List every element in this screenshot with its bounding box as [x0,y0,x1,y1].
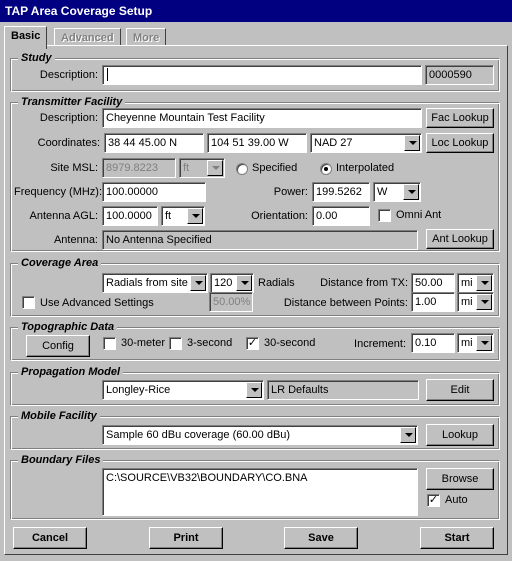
increment-label: Increment: [354,338,406,350]
30-second-label: 30-second [264,337,316,349]
antenna-field: No Antenna Specified [102,230,418,250]
save-button[interactable]: Save [284,527,358,549]
study-title: Study [18,52,55,64]
latitude-input[interactable]: 38 44 45.00 N [104,133,204,153]
30-meter-checkbox[interactable] [103,337,116,350]
distance-points-unit-value: mi [461,296,473,308]
power-label: Power: [273,186,308,198]
site-msl-unit-value: ft [183,162,190,174]
chevron-down-icon[interactable] [207,160,223,176]
radials-label: Radials [258,277,295,289]
increment-input[interactable]: 0.10 [411,333,455,353]
antenna-label: Antenna: [53,234,98,246]
radials-count-value: 120 [214,277,233,289]
coordinates-label: Coordinates: [37,137,100,149]
chevron-down-icon[interactable] [403,184,419,200]
fac-lookup-button[interactable]: Fac Lookup [426,108,494,128]
window-title: TAP Area Coverage Setup [0,0,512,22]
orientation-label: Orientation: [251,210,308,222]
specified-radio[interactable] [236,163,248,175]
auto-checkbox[interactable]: ✓ [428,494,439,506]
chevron-down-icon[interactable] [476,335,492,351]
30-meter-label: 30-meter [121,337,166,349]
distance-points-unit-select[interactable] [457,292,494,312]
transmitter-title: Transmitter Facility [18,96,125,108]
omni-ant-checkbox[interactable] [378,209,391,222]
distance-points-input[interactable]: 1.00 [411,292,455,312]
increment-unit-select[interactable] [457,333,494,353]
chevron-down-icon[interactable] [404,135,420,151]
power-input[interactable]: 199.5262 [312,182,370,202]
mobile-facility-select[interactable] [102,425,418,445]
distance-tx-input[interactable]: 50.00 [411,273,455,293]
auto-label: Auto [445,494,468,506]
propagation-model-value: Longley-Rice [106,384,171,396]
distance-tx-unit-select[interactable] [457,273,494,293]
coverage-title: Coverage Area [18,257,101,269]
omni-ant-label: Omni Ant [396,209,442,221]
topo-title: Topographic Data [18,321,117,333]
orientation-input[interactable]: 0.00 [312,206,370,226]
study-description-label: Description: [39,69,98,81]
propagation-defaults-field: LR Defaults [267,380,419,400]
antenna-agl-unit-value: ft [165,210,172,222]
cancel-button[interactable]: Cancel [13,527,87,549]
boundary-file-item[interactable]: C:\SOURCE\VB32\BOUNDARY\CO.BNA [106,472,308,484]
distance-points-label: Distance between Points: [283,297,408,309]
antenna-agl-unit-select[interactable] [161,206,205,226]
chevron-down-icon[interactable] [187,208,203,224]
30-second-checkbox[interactable]: ✓ [247,337,258,349]
mobile-lookup-button[interactable]: Lookup [426,424,494,446]
coverage-mode-select[interactable] [102,273,208,293]
datum-select[interactable] [310,133,422,153]
advanced-settings-label: Use Advanced Settings [40,297,154,309]
longitude-input[interactable]: 104 51 39.00 W [207,133,307,153]
power-unit-value: W [377,186,388,198]
specified-label: Specified [252,162,298,174]
interpolated-radio[interactable] [320,163,332,175]
propagation-title: Propagation Model [18,366,123,378]
distance-tx-label: Distance from TX: [320,277,408,289]
increment-unit-value: mi [461,337,473,349]
datum-value: NAD 27 [314,137,353,149]
antenna-agl-label: Antenna AGL: [29,210,98,222]
advanced-percent-field: 50.00% [209,292,253,312]
start-button[interactable]: Start [420,527,494,549]
study-id-field: 0000590 [425,65,494,85]
site-msl-input[interactable]: 8979.8223 [102,158,176,178]
print-button[interactable]: Print [149,527,223,549]
tab-basic[interactable]: Basic [4,26,47,49]
site-msl-label: Site MSL: [50,162,98,174]
loc-lookup-button[interactable]: Loc Lookup [426,133,494,153]
frequency-label: Frequency (MHz): [14,186,103,198]
power-unit-select[interactable] [373,182,421,202]
site-msl-unit-select[interactable] [179,158,225,178]
frequency-input[interactable]: 100.00000 [102,182,206,202]
propagation-model-select[interactable] [102,380,264,400]
study-description-input[interactable] [102,65,422,85]
browse-button[interactable]: Browse [426,468,494,490]
chevron-down-icon[interactable] [476,275,492,291]
mobile-title: Mobile Facility [18,410,100,422]
chevron-down-icon[interactable] [190,275,206,291]
chevron-down-icon[interactable] [236,275,252,291]
3-second-label: 3-second [187,337,233,349]
interpolated-label: Interpolated [336,162,395,174]
distance-tx-unit-value: mi [461,277,473,289]
tx-description-input[interactable]: Cheyenne Mountain Test Facility [102,108,422,128]
chevron-down-icon[interactable] [476,294,492,310]
ant-lookup-button[interactable]: Ant Lookup [426,229,494,249]
boundary-files-list[interactable] [102,468,418,516]
tab-more[interactable]: More [126,28,166,46]
antenna-agl-input[interactable]: 100.0000 [102,206,158,226]
tx-description-label: Description: [39,112,98,124]
config-button[interactable]: Config [26,335,90,357]
coverage-mode-value: Radials from site [106,277,188,289]
chevron-down-icon[interactable] [400,427,416,443]
advanced-settings-checkbox[interactable] [22,296,35,309]
mobile-facility-value: Sample 60 dBu coverage (60.00 dBu) [106,429,291,441]
3-second-checkbox[interactable] [169,337,182,350]
edit-button[interactable]: Edit [426,379,494,401]
radials-count-select[interactable] [210,273,254,293]
tab-advanced[interactable]: Advanced [54,28,121,46]
boundary-title: Boundary Files [18,454,103,466]
chevron-down-icon[interactable] [246,382,262,398]
